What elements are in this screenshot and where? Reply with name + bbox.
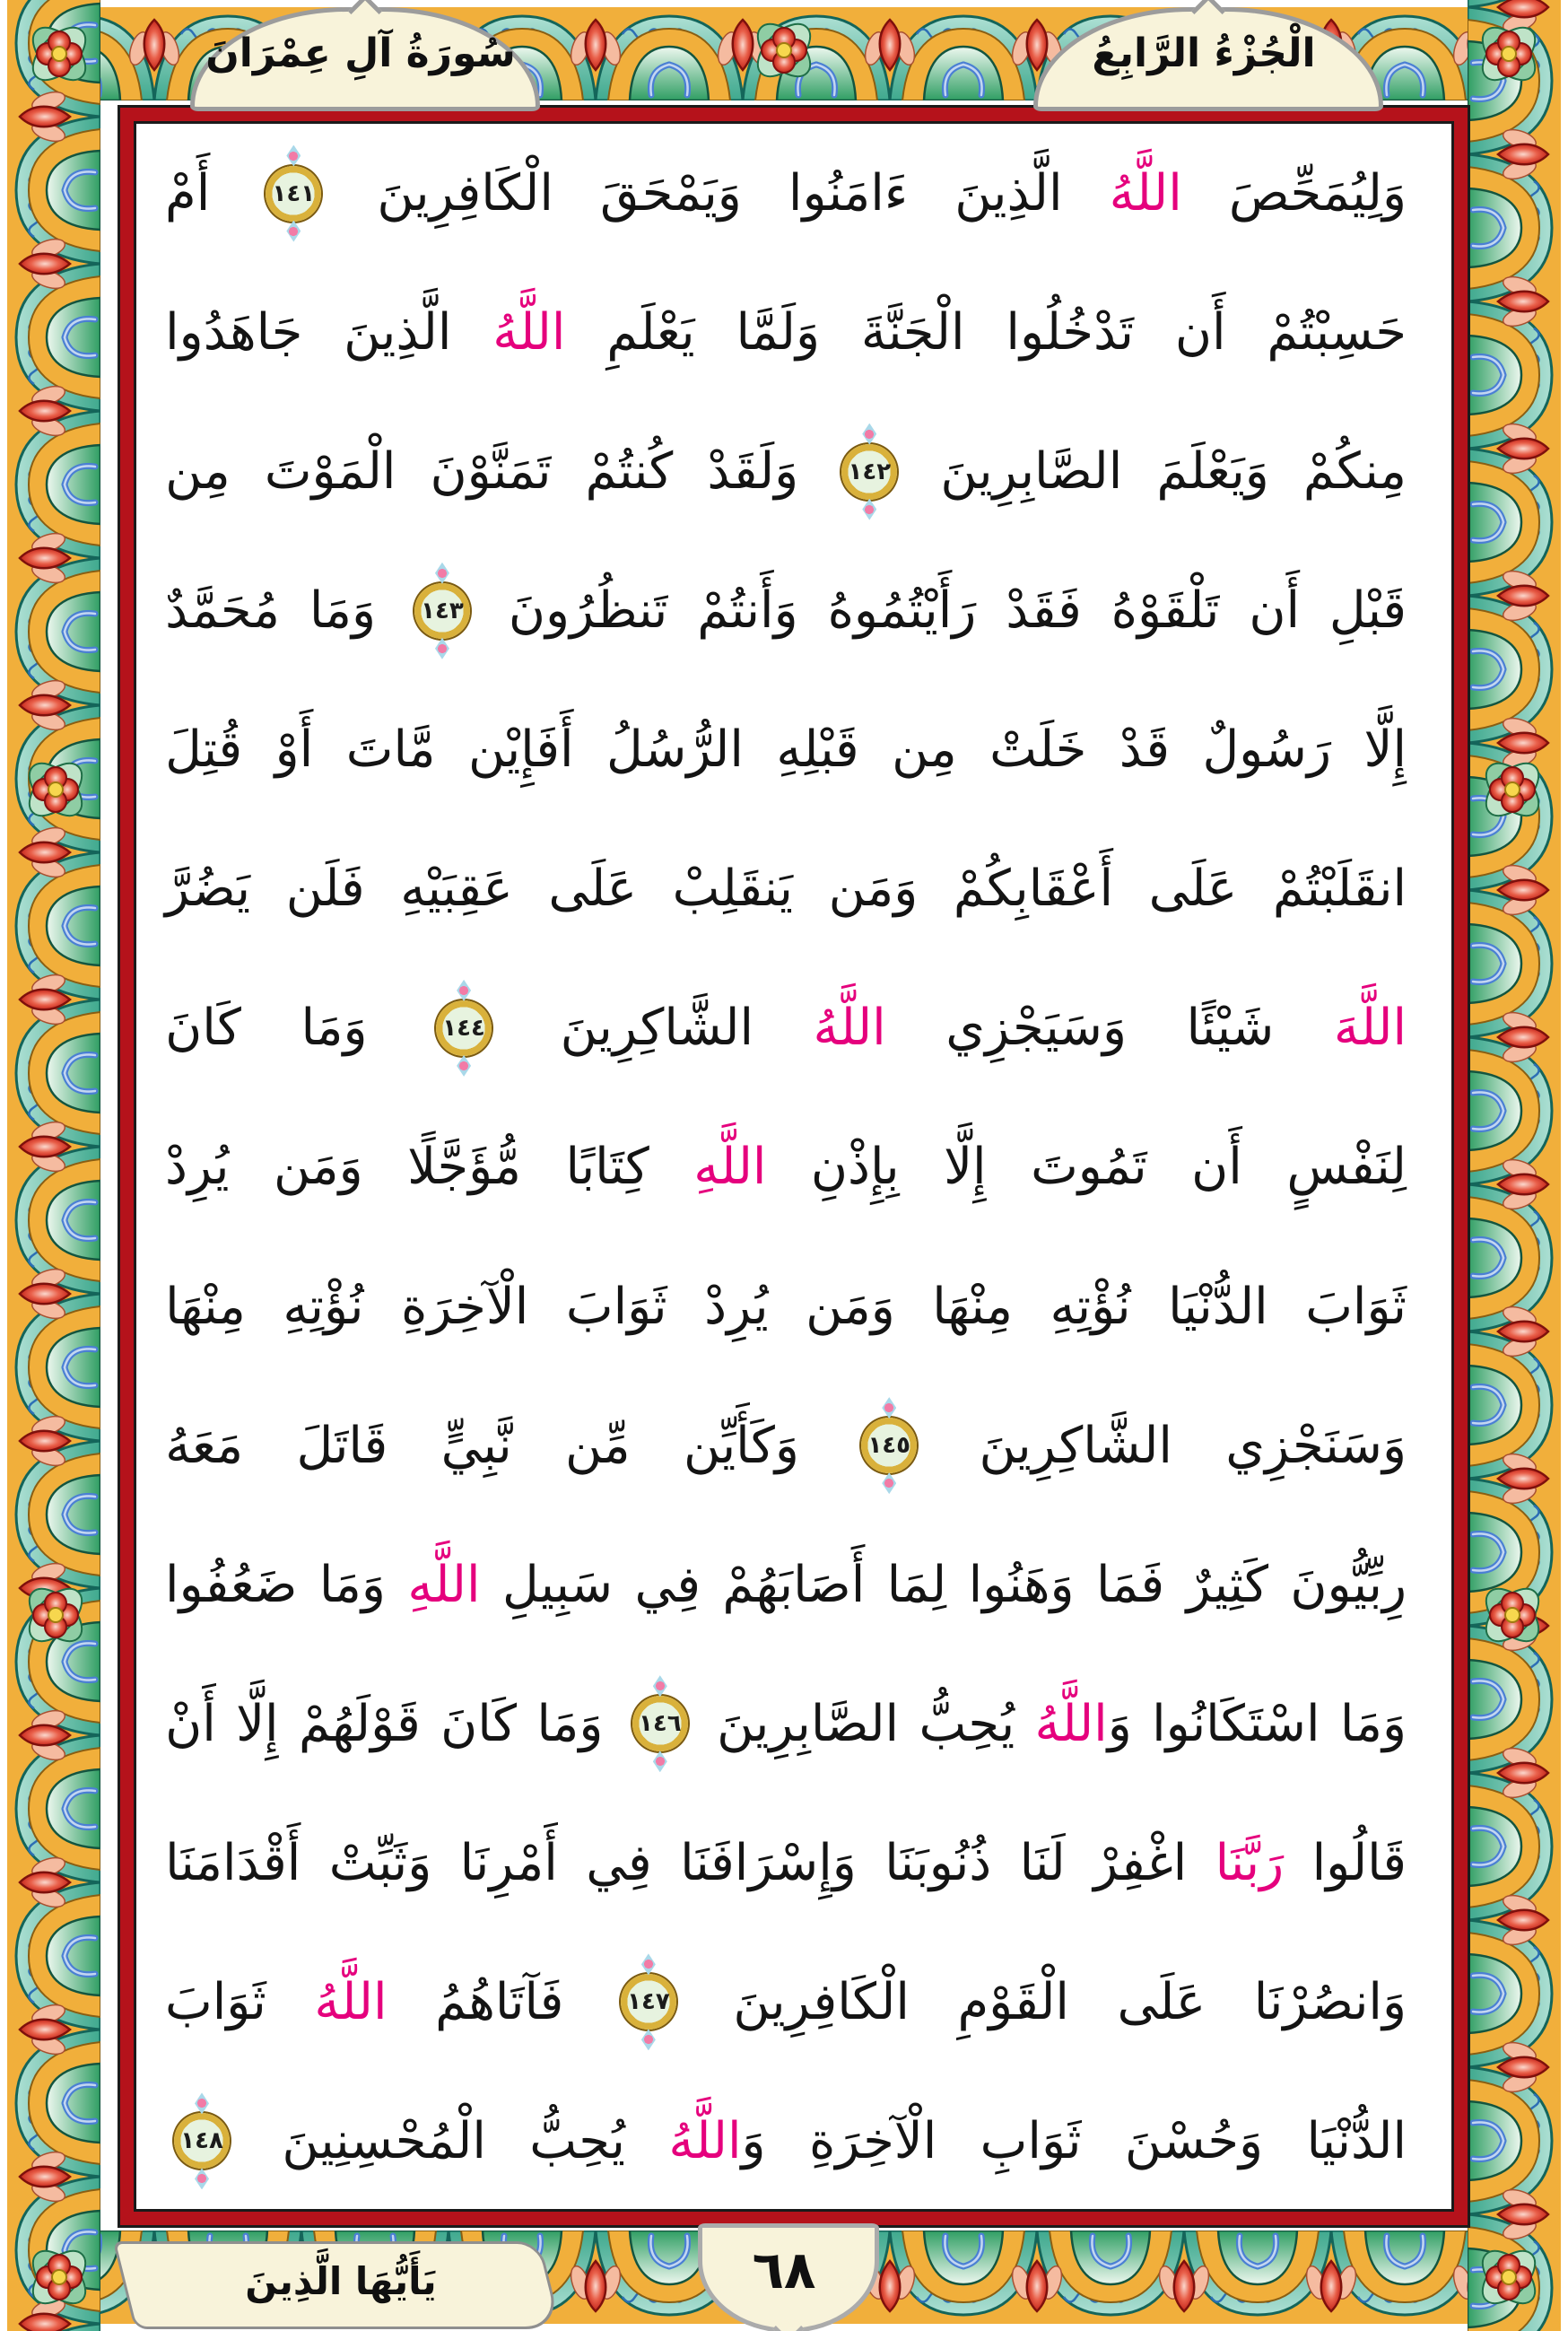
word: وَمَا: [309, 581, 377, 641]
word: الرُّسُلُ: [606, 720, 744, 780]
word: قَبْلِ: [1328, 581, 1407, 641]
word: الْكَافِرِينَ: [733, 1972, 910, 2031]
word: الْآخِرَةِ: [808, 2111, 937, 2170]
word: الَّذِينَ: [954, 164, 1063, 223]
word: يُحِبُّ: [529, 2111, 625, 2170]
word: قَاتَلَ: [296, 1416, 388, 1475]
quran-line: [165, 127, 1407, 261]
word: وَمَا: [318, 1555, 386, 1614]
allah-word: اللَّهُ: [314, 1972, 388, 2031]
word: وَمَن: [273, 1138, 363, 1197]
word: أَن: [1249, 581, 1300, 641]
verse-number-medallion: [266, 166, 321, 222]
word: تَمَنَّوْنَ: [430, 442, 552, 502]
quran-line: [165, 2073, 1407, 2208]
word: الصَّابِرِينَ: [940, 442, 1123, 502]
word: عَلَى: [548, 860, 638, 919]
word: يُرِدْ: [704, 1277, 769, 1336]
word: نَّبِيٍّ: [440, 1416, 512, 1475]
word: وَحُسْنَ: [1124, 2111, 1264, 2170]
word: وَانصُرْنَا: [1253, 1972, 1407, 2031]
word: كِتَابًا: [565, 1138, 649, 1197]
word: وَسَيَجْزِي: [945, 999, 1127, 1058]
word: جَاهَدُوا: [165, 303, 303, 362]
quran-line: [165, 961, 1407, 1096]
word: حَسِبْتُمْ: [1267, 303, 1407, 362]
word: يَضُرَّ: [165, 860, 251, 919]
word: وَمَا: [1339, 1694, 1407, 1753]
word: مَّاتَ: [345, 720, 436, 780]
word: الَّذِينَ: [344, 303, 452, 362]
word: فَقَدْ: [1006, 581, 1082, 641]
quran-line: [165, 822, 1407, 956]
word: نُؤْتِهِ: [283, 1277, 364, 1336]
word: رَأَيْتُمُوهُ: [827, 581, 977, 641]
word: مَعَهُ: [165, 1416, 244, 1475]
word: يُرِدْ: [165, 1138, 230, 1197]
quran-line: [165, 1795, 1407, 1930]
verse-number: ١٤٨: [180, 2127, 223, 2155]
word: سَبِيلِ: [501, 1555, 614, 1614]
verse-number-medallion: [621, 1974, 676, 2030]
word: بِإِذْنِ: [810, 1138, 900, 1197]
word: كَثِيرٌ: [1186, 1555, 1268, 1614]
word: الْمَوْتَ: [264, 442, 396, 502]
word: تَدْخُلُوا: [1006, 303, 1135, 362]
quran-line: [165, 544, 1407, 678]
word: وَأَنتُمْ: [697, 581, 798, 641]
word: ثَوَابَ: [165, 1972, 266, 2031]
word: أَصَابَهُمْ: [722, 1555, 866, 1614]
allah-word: وَاللَّهُ: [1034, 1694, 1132, 1753]
word: يَعْلَمِ: [606, 303, 695, 362]
catchword: يَأَيُّهَا الَّذِينَ: [245, 2259, 437, 2303]
word: ضَعُفُوا: [165, 1555, 298, 1614]
quran-text-block: [165, 124, 1407, 2211]
allah-word: اللَّهِ: [693, 1138, 767, 1197]
word: وَهَنُوا: [968, 1555, 1075, 1614]
word: وَيَمْحَقَ: [599, 164, 742, 223]
word: تَنظُرُونَ: [508, 581, 668, 641]
word: تَمُوتَ: [1031, 1138, 1147, 1197]
quran-line: [165, 1239, 1407, 1374]
word: أَفَإِيْن: [467, 720, 574, 780]
word: كَانَ: [165, 999, 241, 1058]
word: يُحِبُّ: [919, 1694, 1015, 1753]
word: ثَوَابِ: [980, 2111, 1082, 2170]
word: وَلَقَدْ: [707, 442, 799, 502]
verse-number: ١٤٥: [867, 1432, 911, 1460]
word: ثَوَابَ: [565, 1277, 667, 1336]
word: أَمْ: [165, 164, 211, 223]
quran-line: [165, 1517, 1407, 1652]
word: مِنْهَا: [932, 1277, 1014, 1336]
word: لِمَا: [886, 1555, 947, 1614]
word: الْجَنَّةَ: [860, 303, 965, 362]
allah-word: اللَّهِ: [407, 1555, 481, 1614]
word: أَوْ: [274, 720, 314, 780]
word: خَلَتْ: [989, 720, 1087, 780]
word: إِلَّا: [1363, 720, 1407, 780]
word: اغْفِرْ: [1093, 1833, 1188, 1892]
word: الدُّنْيَا: [1306, 2111, 1407, 2170]
quran-line: [165, 1934, 1407, 2069]
allah-word: اللَّهُ: [1109, 164, 1182, 223]
word: مِنكُمْ: [1302, 442, 1407, 502]
quran-line: [165, 266, 1407, 400]
page-number: ٦٨: [752, 2239, 816, 2300]
word: وَسَنَجْزِي: [1225, 1416, 1407, 1475]
word: تَلْقَوْهُ: [1111, 581, 1220, 641]
word: الْآخِرَةِ: [400, 1277, 529, 1336]
word: عَقِبَيْهِ: [400, 860, 513, 919]
word: أَن: [1174, 303, 1226, 362]
word: الشَّاكِرِينَ: [979, 1416, 1172, 1475]
allah-word: اللَّهُ: [813, 999, 886, 1058]
word: إِلَّا: [944, 1138, 987, 1197]
word: انقَلَبْتُمْ: [1272, 860, 1407, 919]
word: الصَّابِرِينَ: [717, 1694, 900, 1753]
allah-word: اللَّهَ: [1333, 999, 1407, 1058]
word: الشَّاكِرِينَ: [560, 999, 754, 1058]
word: أَمْرِنَا: [459, 1833, 558, 1892]
word: الْمُحْسِنِينَ: [282, 2111, 486, 2170]
quran-line: [165, 1100, 1407, 1235]
verse-number-medallion: [841, 444, 897, 500]
verse-number: ١٤١: [272, 179, 316, 207]
word: اسْتَكَانُوا: [1152, 1694, 1320, 1753]
word: قَدْ: [1119, 720, 1170, 780]
word: ءَامَنُوا: [788, 164, 909, 223]
quran-line: [165, 683, 1407, 817]
verse-number-medallion: [861, 1418, 917, 1473]
word: وَيَعْلَمَ: [1156, 442, 1269, 502]
word: وَلَمَّا: [736, 303, 821, 362]
word: وَإِسْرَافَنَا: [680, 1833, 857, 1892]
word: وَمَن: [828, 860, 919, 919]
word: وَمَا: [301, 999, 368, 1058]
word: وَثَبِّتْ: [328, 1833, 432, 1892]
word: إِلَّا: [236, 1694, 279, 1753]
word: فَلَن: [285, 860, 365, 919]
word: قَبْلِهِ: [776, 720, 859, 780]
surah-title: سُورَةُ آلِ عِمْرَانَ: [205, 31, 516, 76]
word: قُتِلَ: [165, 720, 243, 780]
word: فِي: [634, 1555, 701, 1614]
word: مِنْهَا: [165, 1277, 246, 1336]
verse-number-medallion: [632, 1696, 688, 1751]
word: مِن: [165, 442, 231, 502]
allah-word: رَبَّنَا: [1215, 1833, 1285, 1892]
word: أَقْدَامَنَا: [165, 1833, 301, 1892]
word: رِبِّيُّونَ: [1290, 1555, 1407, 1614]
quran-line: [165, 1656, 1407, 1791]
word: مِّن: [565, 1416, 631, 1475]
word: أَنْ: [165, 1694, 216, 1753]
word: كَانَ: [440, 1694, 517, 1753]
word: وَلِيُمَحِّصَ: [1228, 164, 1407, 223]
word: أَن: [1191, 1138, 1242, 1197]
word: يَنقَلِبْ: [672, 860, 794, 919]
word: أَعْقَابِكُمْ: [953, 860, 1114, 919]
word: الْكَافِرِينَ: [377, 164, 553, 223]
word: شَيْئًا: [1186, 999, 1275, 1058]
allah-word: وَاللَّهُ: [668, 2111, 766, 2170]
word: قَالُوا: [1311, 1833, 1407, 1892]
word: وَكَأَيِّن: [683, 1416, 799, 1475]
word: فَمَا: [1095, 1555, 1165, 1614]
quran-line: [165, 405, 1407, 539]
word: مِن: [892, 720, 957, 780]
word: عَلَى: [1117, 1972, 1206, 2031]
verse-number-medallion: [414, 583, 470, 639]
word: ذُنُوبَنَا: [884, 1833, 992, 1892]
verse-number-medallion: [436, 1000, 492, 1056]
verse-number: ١٤٢: [848, 458, 892, 485]
word: قَوْلَهُمْ: [298, 1694, 421, 1753]
verse-number: ١٤٤: [442, 1014, 485, 1042]
word: لَنَا: [1019, 1833, 1066, 1892]
word: كُنتُمْ: [585, 442, 674, 502]
word: نُؤْتِهِ: [1050, 1277, 1131, 1336]
verse-number-medallion: [174, 2113, 230, 2169]
word: وَمَن: [806, 1277, 895, 1336]
verse-number: ١٤٣: [421, 597, 464, 624]
word: عَلَى: [1148, 860, 1238, 919]
juz-title: الْجُزْءُ الرَّابِعُ: [1092, 31, 1316, 76]
verse-number: ١٤٦: [639, 1710, 682, 1738]
word: وَمَا: [536, 1694, 604, 1753]
word: مُحَمَّدٌ: [165, 581, 280, 641]
word: فَآتَاهُمُ: [435, 1972, 564, 2031]
quran-line: [165, 1378, 1407, 1513]
word: الْقَوْمِ: [957, 1972, 1069, 2031]
word: الدُّنْيَا: [1168, 1277, 1268, 1336]
word: مُّؤَجَّلًا: [407, 1138, 522, 1197]
word: فِي: [586, 1833, 652, 1892]
allah-word: اللَّهُ: [492, 303, 566, 362]
verse-number: ١٤٧: [627, 1988, 670, 2016]
word: لِنَفْسٍ: [1286, 1138, 1407, 1197]
word: ثَوَابَ: [1305, 1277, 1407, 1336]
word: رَسُولٌ: [1202, 720, 1332, 780]
